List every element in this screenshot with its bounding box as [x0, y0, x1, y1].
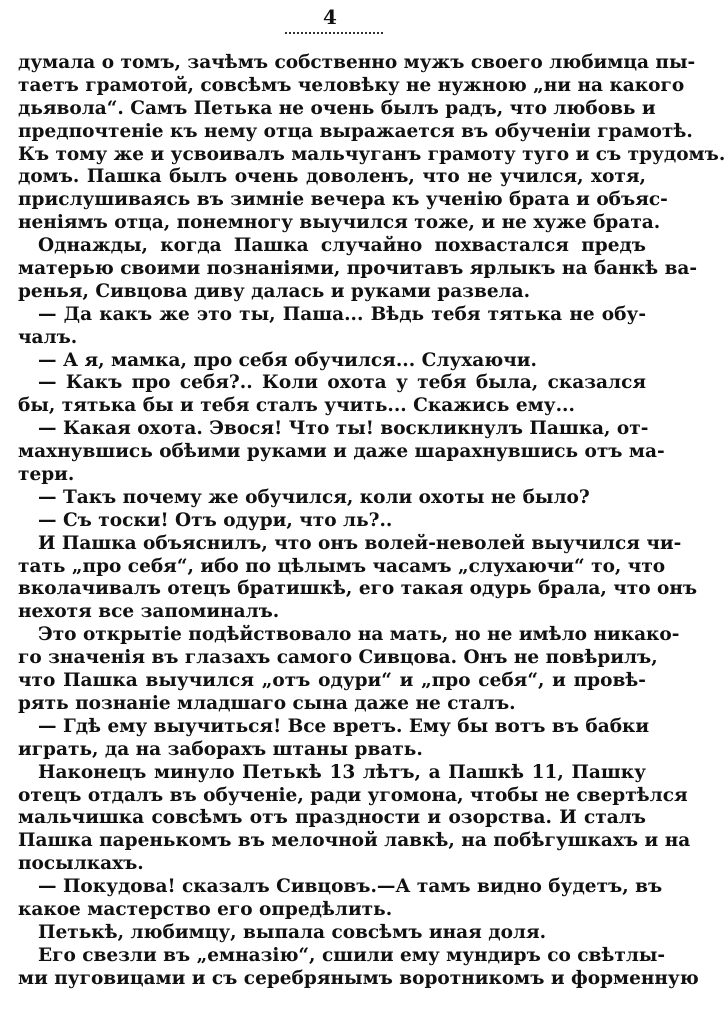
- text-line: бы, тятька бы и тебя сталъ учить... Скажись ему...: [18, 395, 575, 417]
- text-line: мальчишка совсѣмъ отъ праздности и озорства. И сталъ: [18, 807, 646, 829]
- text-line: ренья, Сивцова диву далась и руками развела.: [18, 280, 531, 302]
- text-line: что Пашка выучился „отъ одури“ и „про себя“, и провѣ-: [18, 670, 646, 692]
- text-line: вколачивалъ отецъ братишкѣ, его такая одурь брала, что онъ: [18, 578, 698, 600]
- text-line: матерью своими познаніями, прочитавъ ярлыкъ на банкѣ ва-: [18, 258, 698, 280]
- text-line: неніямъ отца, понемногу выучился тоже, и не хуже брата.: [18, 212, 661, 234]
- text-line: думала о томъ, зачѣмъ собственно мужъ своего любимца пы-: [18, 52, 696, 73]
- text-line: — Какъ про себя?.. Коли охота у тебя была, сказался: [38, 372, 646, 394]
- text-line: Однажды, когда Пашка случайно похвастался предъ: [38, 235, 646, 257]
- text-line: играть, да на заборахъ штаны рвать.: [18, 738, 423, 760]
- text-line: И Пашка объяснилъ, что онъ волей-неволей выучился чи-: [38, 532, 682, 554]
- text-line: отецъ отдалъ въ обученіе, ради угомона, чтобы не свертѣлся: [18, 784, 688, 806]
- text-line: — Такъ почему же обучился, коли охоты не было?: [38, 486, 590, 508]
- page-number: 4: [323, 5, 337, 29]
- text-line: Его свезли въ „емназію“, сшили ему мундиръ со свѣтлы-: [38, 944, 666, 966]
- text-line: какое мастерство его опредѣлить.: [18, 898, 393, 920]
- text-line: нехотя все запоминалъ.: [18, 601, 280, 623]
- text-line: — Да какъ же это ты, Паша... Вѣдь тебя тятька не обу-: [38, 303, 646, 325]
- text-line: таетъ грамотой, совсѣмъ человѣку не нужною „ни на какого: [18, 74, 685, 96]
- text-line: чалъ.: [18, 326, 78, 348]
- page-header: [0, 6, 660, 28]
- text-line: — Гдѣ ему выучиться! Все вретъ. Ему бы вотъ въ бабки: [38, 715, 650, 737]
- text-line: Это открытіе подѣйствовало на мать, но не имѣло никако-: [38, 624, 680, 646]
- text-line: рять познаніе младшаго сына даже не сталъ.: [18, 692, 516, 714]
- text-line: предпочтеніе къ нему отца выражается въ обученіи грамотѣ.: [18, 120, 693, 142]
- text-line: домъ. Пашка былъ очень доволенъ, что не учился, хотя,: [18, 166, 646, 188]
- text-line: — Покудова! сказалъ Сивцовъ.—А тамъ видно будетъ, въ: [38, 876, 663, 898]
- text-line: посылкахъ.: [18, 853, 144, 875]
- text-line: Петькѣ, любимцу, выпала совсѣмъ иная доля.: [38, 921, 547, 943]
- text-line: — Какая охота. Эвося! Что ты! воскликнулъ Пашка, от-: [38, 418, 649, 440]
- text-line: — А я, мамка, про себя обучился... Слухаючи.: [38, 349, 537, 371]
- text-line: махнувшись обѣими руками и даже шарахнувшись отъ ма-: [18, 441, 665, 463]
- text-line: дьявола“. Самъ Петька не очень былъ радъ, что любовь и: [18, 97, 656, 119]
- text-line: тери.: [18, 464, 75, 486]
- text-line: Къ тому же и усвоивалъ мальчуганъ грамоту туго и съ трудомъ.: [18, 143, 725, 165]
- text-line: прислушиваясь въ зимніе вечера къ ученію брата и объяс-: [18, 189, 668, 211]
- body-text: [18, 52, 725, 991]
- text-line: ми пуговицами и съ серебрянымъ воротникомъ и форменную: [18, 967, 699, 989]
- header-rule: [285, 32, 383, 34]
- text-line: тать „про себя“, ибо по цѣлымъ часамъ „слухаючи“ то, что: [18, 555, 666, 577]
- text-line: Наконецъ минуло Петькѣ 13 лѣтъ, а Пашкѣ 11, Пашку: [38, 761, 646, 783]
- text-line: го значенія въ глазахъ самого Сивцова. Онъ не повѣрилъ,: [18, 647, 658, 669]
- text-line: Пашка паренькомъ въ мелочной лавкѣ, на побѣгушкахъ и на: [18, 830, 691, 852]
- text-line: — Съ тоски! Отъ одури, что ль?..: [38, 509, 393, 531]
